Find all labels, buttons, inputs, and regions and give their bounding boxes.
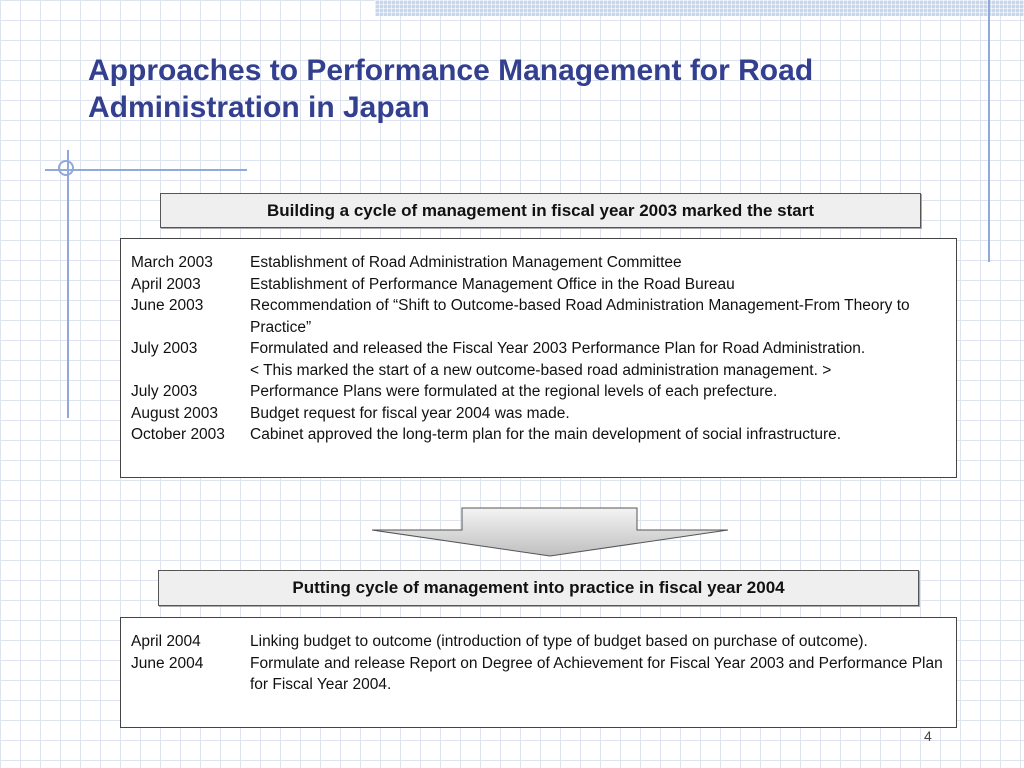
event-text: Formulate and release Report on Degree of Achievement for Fiscal Year 2003 and Performance Plan for Fiscal Year 2004. <box>250 654 943 693</box>
section-2004-header <box>158 570 919 606</box>
event-date: October 2003 <box>131 426 225 443</box>
decorative-right-line <box>988 0 990 262</box>
timeline-row <box>131 338 946 360</box>
timeline-row <box>131 252 946 274</box>
event-date: July 2003 <box>131 340 198 357</box>
slide-title: Approaches to Performance Management for Road Administration in Japan <box>88 54 814 124</box>
event-date: April 2003 <box>131 275 201 293</box>
event-text: Formulated and released the Fiscal Year 2003 Performance Plan for Road Administration. <box>250 340 866 357</box>
event-date: August 2003 <box>131 404 219 422</box>
section-2003-timeline <box>120 238 957 478</box>
event-date: July 2003 <box>131 383 198 400</box>
event-text: Linking budget to outcome (introduction of type of budget based on purchase of outcome). <box>250 633 868 650</box>
timeline-row <box>131 631 946 653</box>
slide-number: 4 <box>924 728 932 744</box>
event-text: Budget request for fiscal year 2004 was made. <box>250 404 570 422</box>
down-arrow-icon <box>370 506 730 558</box>
section-2003-header-text: Building a cycle of management in fiscal year 2003 marked the start <box>266 200 815 220</box>
event-date: June 2004 <box>131 654 204 672</box>
event-text: < This marked the start of a new outcome-based road administration management. > <box>250 361 832 379</box>
event-date: April 2004 <box>131 633 201 650</box>
timeline-row <box>131 274 946 296</box>
event-text: Establishment of Road Administration Management Committee <box>250 254 682 271</box>
timeline-row <box>131 360 946 382</box>
timeline-row <box>131 381 946 403</box>
section-2004-header-text: Putting cycle of management into practice in fiscal year 2004 <box>292 578 785 597</box>
decorative-circle-icon <box>58 160 74 176</box>
timeline-row <box>131 653 946 696</box>
section-2003-header <box>160 193 921 228</box>
decorative-left-line <box>67 150 69 418</box>
decorative-horizontal-line <box>45 169 247 171</box>
event-text: Establishment of Performance Management Office in the Road Bureau <box>250 275 735 293</box>
timeline-row <box>131 295 946 338</box>
event-text: Cabinet approved the long-term plan for the main development of social infrastructure. <box>250 426 842 443</box>
event-date: March 2003 <box>131 254 213 271</box>
section-2004-timeline <box>120 617 957 728</box>
event-date: June 2003 <box>131 297 204 314</box>
event-text: Recommendation of “Shift to Outcome-based Road Administration Management-From Theory to Practice” <box>250 297 910 336</box>
event-text: Performance Plans were formulated at the regional levels of each prefecture. <box>250 383 778 400</box>
decorative-top-band <box>375 0 1024 16</box>
timeline-row <box>131 403 946 425</box>
timeline-row <box>131 424 946 446</box>
